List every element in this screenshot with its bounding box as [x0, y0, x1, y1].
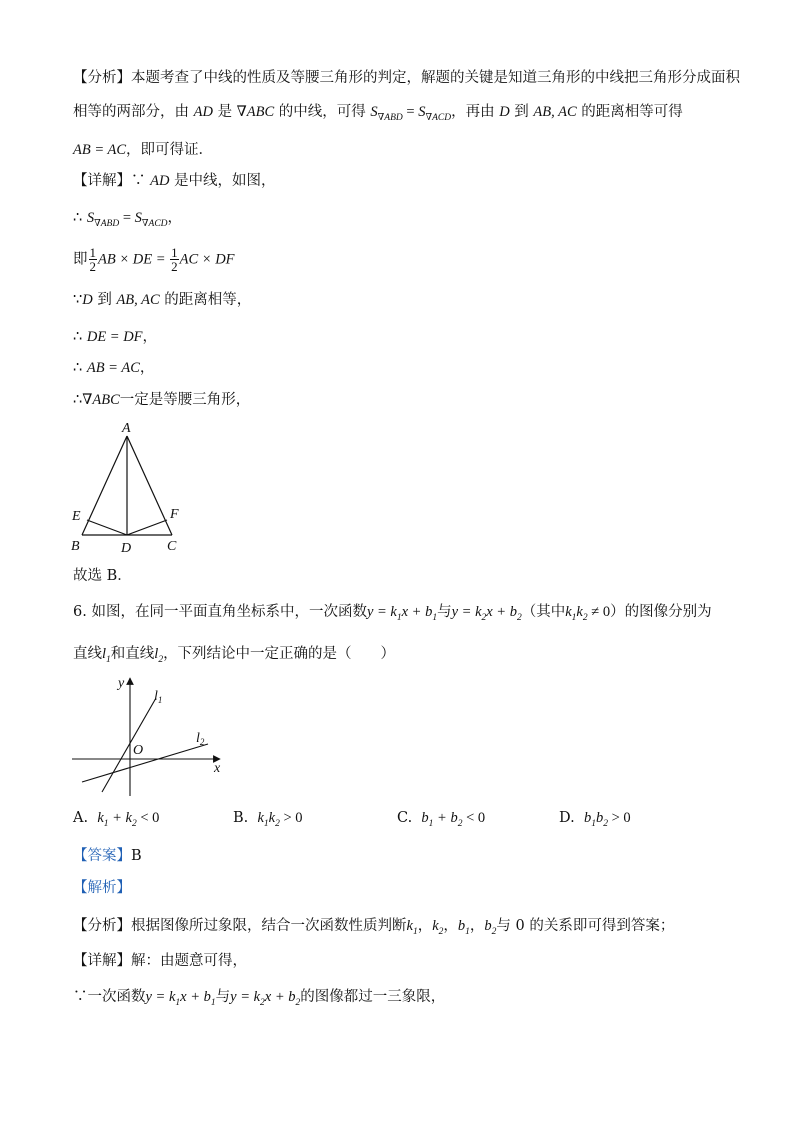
fraction-half: $\frac{1}{2}$	[171, 245, 178, 274]
detail1-line3: 即 $\frac{1}{2}$ AB × DE = $\frac{1}{2}$ AC × DF	[73, 245, 235, 274]
detail1-line7: ∴∇ABC一定是等腰三角形，	[73, 392, 251, 408]
detail1-line1: 【详解】∵ AD 是中线，如图，	[73, 173, 276, 189]
analysis1-line2: 相等的两部分，由 AD 是 ∇ABC 的中线，可得 $S_{\nabla ABD} = S_{\nabla ACD}$，再由 D 到 AB, AC 的距离相等可得	[73, 104, 683, 123]
label-B: B	[71, 539, 80, 554]
question6-line2: 直线$l_1$和直线$l_2$，下列结论中一定正确的是（ ）	[73, 646, 396, 665]
x-axis-label: x	[214, 761, 221, 776]
detail1-line6: ∴ AB = AC，	[73, 360, 155, 376]
explanation-line	[73, 878, 131, 898]
analysis-label: 【分析】	[73, 70, 131, 86]
conclusion-line: 故选 B．	[73, 568, 132, 584]
segment-DE	[87, 520, 127, 535]
fraction-half: $\frac{1}{2}$	[89, 245, 96, 274]
option-d[interactable]: D. $b_1b_2 > 0$	[559, 810, 631, 829]
l1-label: $l_1$	[154, 689, 163, 705]
detail2-line1: 【详解】解：由题意可得，	[73, 953, 247, 969]
analysis1-line3: AB = AC，即可得证．	[73, 142, 214, 158]
l2-label: $l_2$	[196, 731, 205, 747]
explanation-label: 【解析】	[73, 880, 131, 896]
detail1-line2: ∴ $S_{\nabla ABD} = S_{\nabla ACD}$，	[73, 210, 183, 229]
detail-label: 【详解】	[73, 173, 131, 189]
line-l1	[102, 698, 156, 792]
analysis1-line1: 【分析】本题考查了中线的性质及等腰三角形的判定，解题的关键是知道三角形的中线把三角形分成面积	[73, 70, 740, 86]
question-number: 6.	[73, 604, 87, 620]
triangle-figure	[66, 418, 196, 558]
option-b[interactable]: B. $k_1k_2 > 0$	[233, 810, 303, 829]
option-a[interactable]: A. $k_1 + k_2 < 0$	[73, 810, 160, 829]
question6-line1: 6. 如图，在同一平面直角坐标系中，一次函数$y = k_1x + b_1$与$y = k_2x + b_2$（其中$k_1k_2 \ne 0$）的图像分别为	[73, 604, 712, 623]
label-F: F	[170, 507, 179, 522]
segment-DF	[127, 520, 167, 535]
label-A: A	[122, 421, 131, 436]
coordinate-graph	[66, 672, 236, 800]
answer-label: 【答案】	[73, 848, 131, 864]
y-axis-label: y	[118, 676, 125, 691]
answer-value: B	[131, 848, 142, 864]
line-l2	[82, 744, 208, 782]
label-E: E	[72, 509, 81, 524]
origin-label: O	[133, 743, 144, 758]
answer-line	[73, 846, 142, 866]
label-C: C	[167, 539, 177, 554]
detail1-line4: ∵D 到 AB, AC 的距离相等，	[73, 292, 252, 308]
detail2-line2: ∵一次函数$y = k_1x + b_1$与$y = k_2x + b_2$的图像都过一三象限，	[73, 989, 446, 1008]
option-c[interactable]: C. $b_1 + b_2 < 0$	[397, 810, 486, 829]
label-D: D	[121, 541, 132, 556]
analysis2-line: 【分析】根据图像所过象限，结合一次函数性质判断$k_1$，$k_2$，$b_1$，$b_2$与 0 的关系即可得到答案；	[73, 918, 675, 937]
detail1-line5: ∴ DE = DF，	[73, 329, 158, 345]
